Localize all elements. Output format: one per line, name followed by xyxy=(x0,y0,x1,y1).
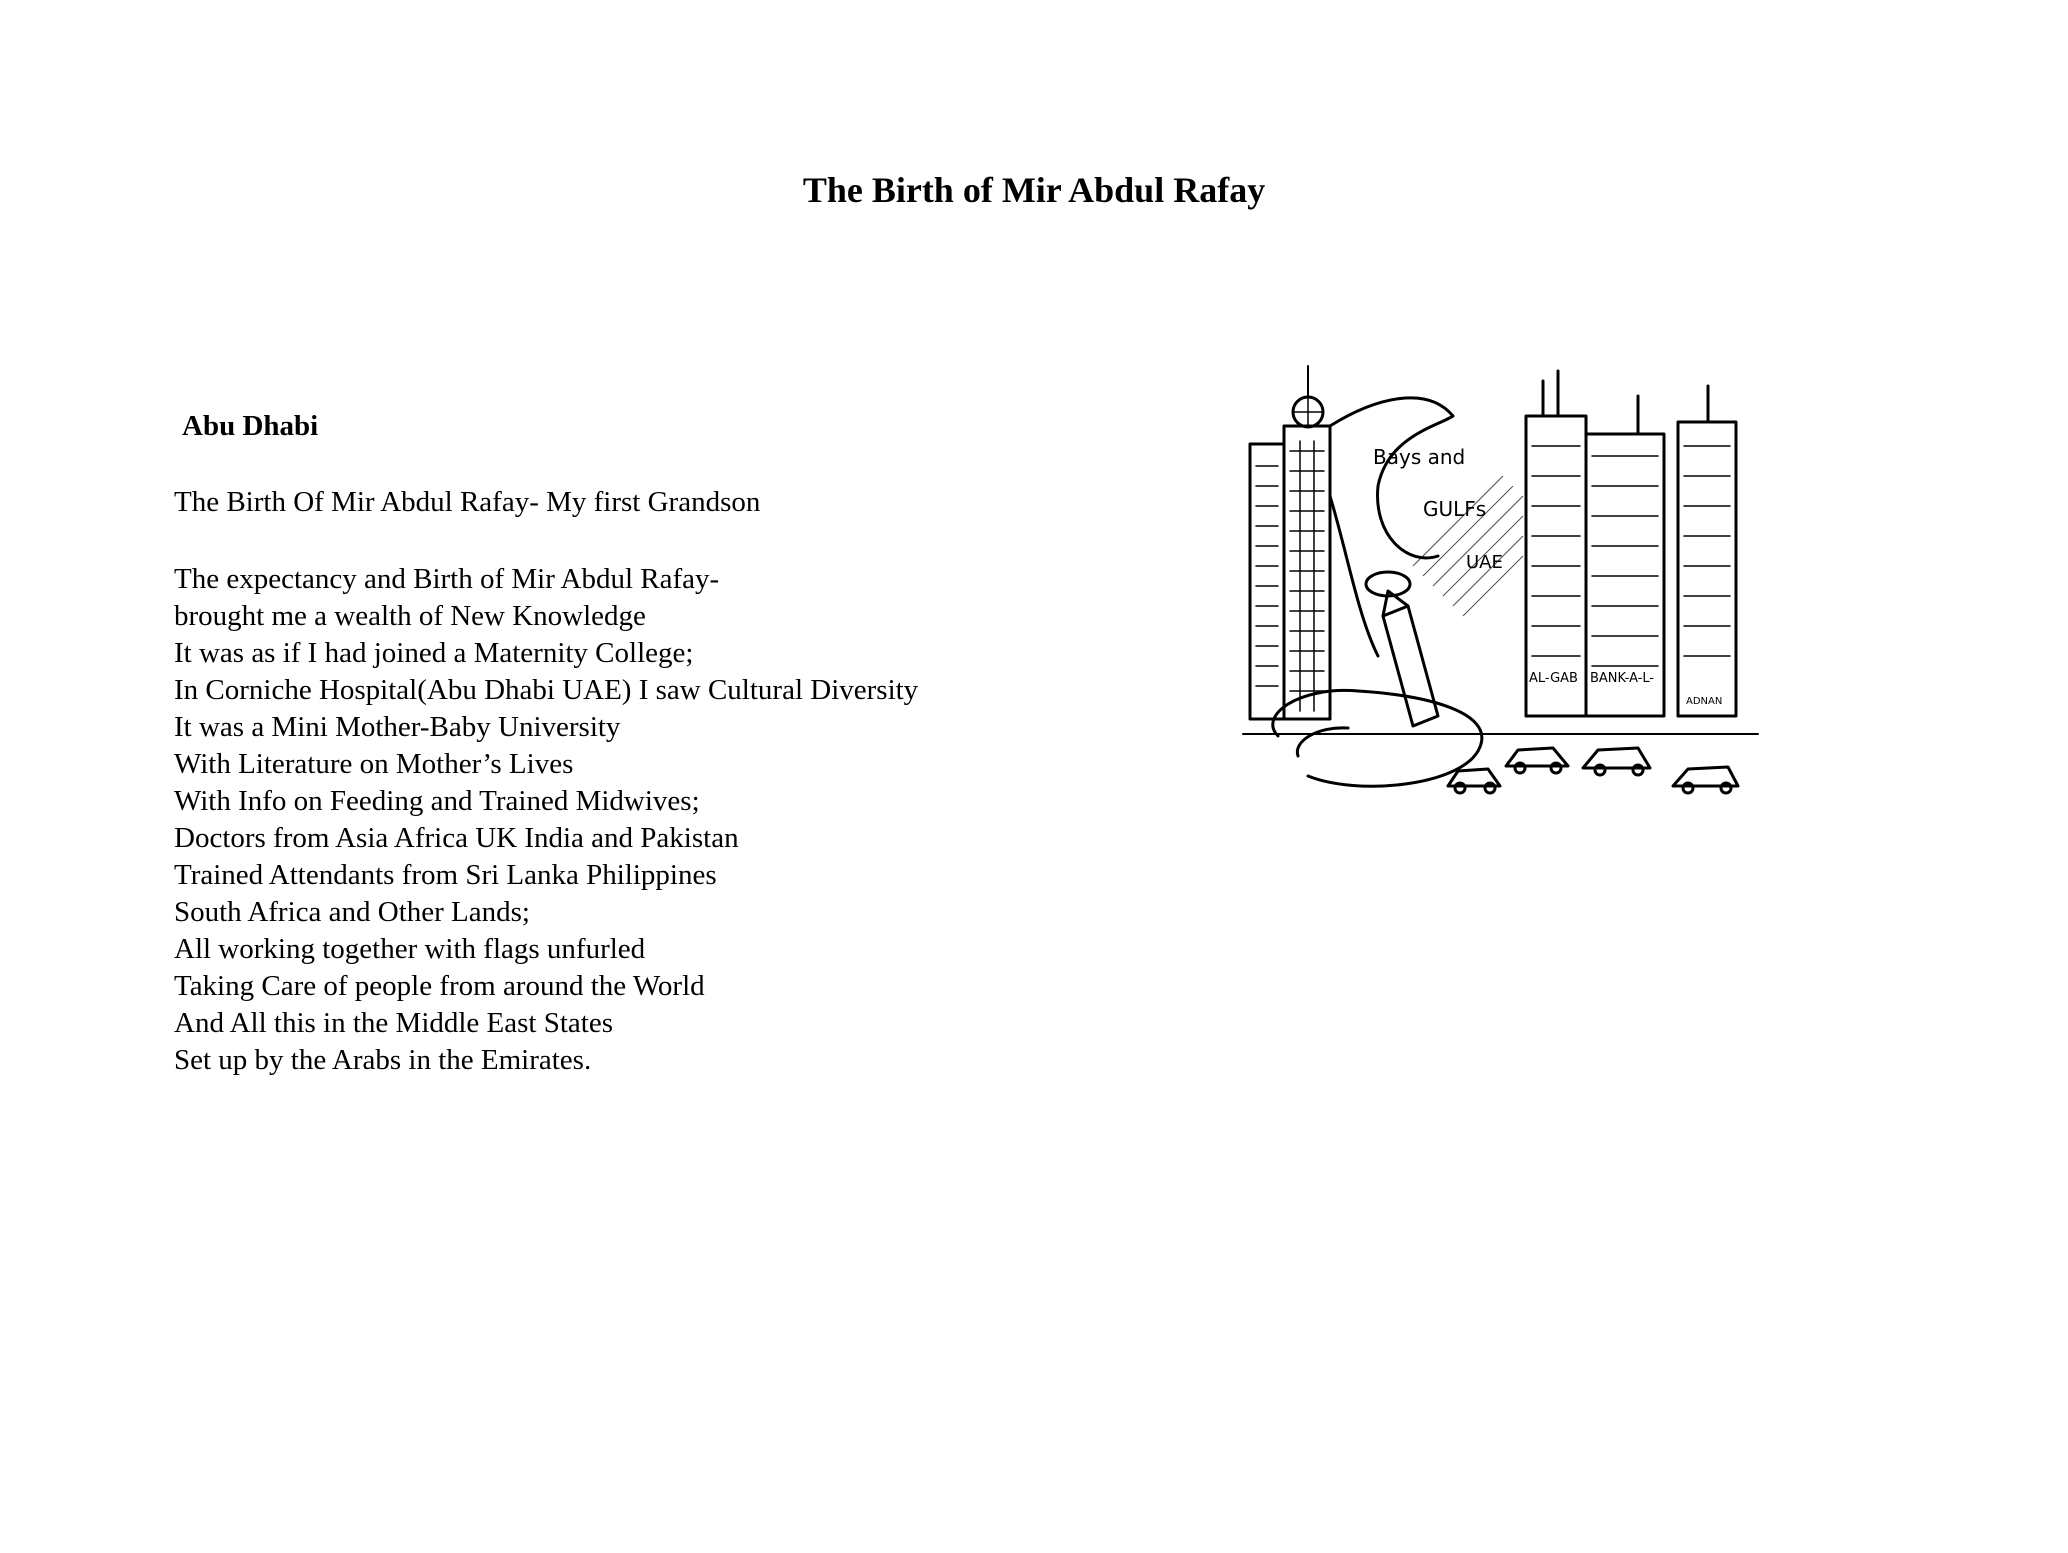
poem-line: And All this in the Middle East States xyxy=(174,1007,614,1039)
sketch-sign-2: BANK-A-L- xyxy=(1590,671,1655,686)
cars xyxy=(1448,748,1738,793)
poem-line: It was a Mini Mother-Baby University xyxy=(174,711,621,743)
poem-body xyxy=(174,561,918,1079)
poem-line: With Literature on Mother’s Lives xyxy=(174,748,574,780)
poem-line: With Info on Feeding and Trained Midwives; xyxy=(174,785,700,817)
pencil-rocket xyxy=(1383,606,1438,726)
poem-line: All working together with flags unfurled xyxy=(174,933,646,965)
page-title: The Birth of Mir Abdul Rafay xyxy=(802,170,1266,210)
sketch-caption-2: GULFs xyxy=(1423,497,1487,521)
poem-line: Taking Care of people from around the World xyxy=(174,970,705,1002)
poem-line: Doctors from Asia Africa UK India and Pakistan xyxy=(174,822,739,854)
sketch-sign-1: AL-GAB xyxy=(1529,671,1578,686)
city-sketch-drawing xyxy=(1238,356,1760,806)
poem-line: Set up by the Arabs in the Emirates. xyxy=(174,1044,592,1076)
sketch-signature: ADNAN xyxy=(1686,696,1723,707)
poem-line: Trained Attendants from Sri Lanka Philippines xyxy=(174,859,717,891)
sketch-caption-3: UAE xyxy=(1466,552,1503,573)
place-heading: Abu Dhabi xyxy=(182,410,319,442)
poem-line: It was as if I had joined a Maternity College; xyxy=(174,637,694,669)
poem-line: South Africa and Other Lands; xyxy=(174,896,530,928)
poem-line: The expectancy and Birth of Mir Abdul Rafay- xyxy=(174,563,720,595)
city-sketch-illustration xyxy=(1238,356,1760,806)
poem-line: brought me a wealth of New Knowledge xyxy=(174,600,646,632)
sketch-caption-1: Bays and xyxy=(1373,445,1466,469)
poem-line: In Corniche Hospital(Abu Dhabi UAE) I saw Cultural Diversity xyxy=(174,674,919,706)
left-tower-2 xyxy=(1284,426,1330,719)
poem-subtitle: The Birth Of Mir Abdul Rafay- My first Grandson xyxy=(174,486,761,518)
right-tower-3 xyxy=(1678,422,1736,716)
